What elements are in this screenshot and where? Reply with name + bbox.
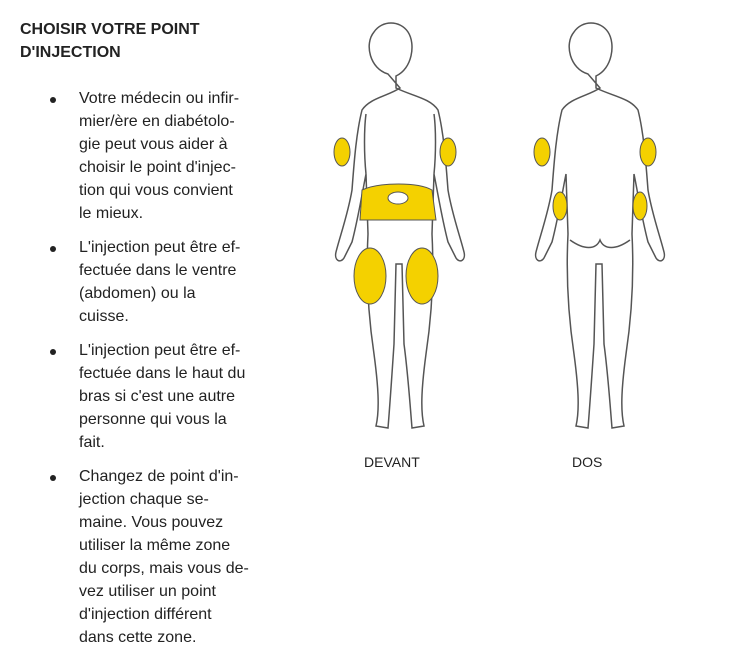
bullet-text-line: choisir le point d'injec- — [79, 159, 236, 176]
bullet-text-line: fait. — [79, 434, 105, 451]
bullet-text-line: L'injection peut être ef- — [79, 342, 241, 359]
bullet-text-line: du corps, mais vous de- — [79, 560, 249, 577]
front-left-upper-arm-zone — [334, 138, 350, 166]
bullet-text-line: fectuée dans le ventre — [79, 262, 237, 279]
bullet-dot-icon — [50, 246, 56, 252]
bullet-text-line: fectuée dans le haut du — [79, 365, 246, 382]
back-right-upper-arm-zone — [640, 138, 656, 166]
bullet-dot-icon — [50, 97, 56, 103]
bullet-text-line: Votre médecin ou infir- — [79, 90, 240, 107]
bullet-text-line: gie peut vous aider à — [79, 136, 228, 153]
bullet-text-line: jection chaque se- — [79, 491, 209, 508]
bullet-text-line: L'injection peut être ef- — [79, 239, 241, 256]
bullet-text-line: le mieux. — [79, 205, 144, 222]
bullet-text-line: utiliser la même zone — [79, 537, 231, 554]
section-title — [20, 18, 290, 64]
bullet-text-line: Changez de point d'in- — [79, 468, 239, 485]
back-left-hip-zone — [553, 192, 567, 220]
front-body-outline — [336, 23, 465, 428]
bullet-text-line: (abdomen) ou la — [79, 285, 196, 302]
back-view-label: DOS — [572, 454, 603, 470]
back-right-hip-zone — [633, 192, 647, 220]
bullet-dot-icon — [50, 349, 56, 355]
title-line-2: D'INJECTION — [20, 44, 121, 61]
bullet-item-rotate-site — [20, 465, 290, 649]
bullet-text-line: maine. Vous pouvez — [79, 514, 224, 531]
injection-sites-figure — [300, 14, 740, 484]
bullet-text-line: vez utiliser un point — [79, 583, 216, 600]
bullet-text-line: mier/ère en diabétolo- — [79, 113, 235, 130]
bullet-text-line: d'injection différent — [79, 606, 212, 623]
bullet-list — [20, 87, 290, 649]
bullet-text-line: tion qui vous convient — [79, 182, 233, 199]
front-view-label: DEVANT — [364, 454, 420, 470]
back-body-outline — [536, 23, 665, 428]
back-left-upper-arm-zone — [534, 138, 550, 166]
front-navel-ring — [388, 192, 408, 204]
front-right-upper-arm-zone — [440, 138, 456, 166]
title-line-1: CHOISIR VOTRE POINT — [20, 21, 200, 38]
bullet-item-upper-arm — [20, 339, 290, 454]
bullet-text-line: bras si c'est une autre — [79, 388, 236, 405]
instructions-column — [20, 18, 290, 660]
bullet-text-line: cuisse. — [79, 308, 129, 325]
bullet-dot-icon — [50, 475, 56, 481]
bullet-text-line: personne qui vous la — [79, 411, 227, 428]
front-left-thigh-zone — [354, 248, 386, 304]
body-diagram — [300, 14, 740, 444]
bullet-item-choose-site — [20, 87, 290, 225]
front-body — [334, 23, 464, 428]
front-right-thigh-zone — [406, 248, 438, 304]
back-body — [534, 23, 664, 428]
bullet-text-line: dans cette zone. — [79, 629, 197, 646]
bullet-item-abdomen-thigh — [20, 236, 290, 328]
